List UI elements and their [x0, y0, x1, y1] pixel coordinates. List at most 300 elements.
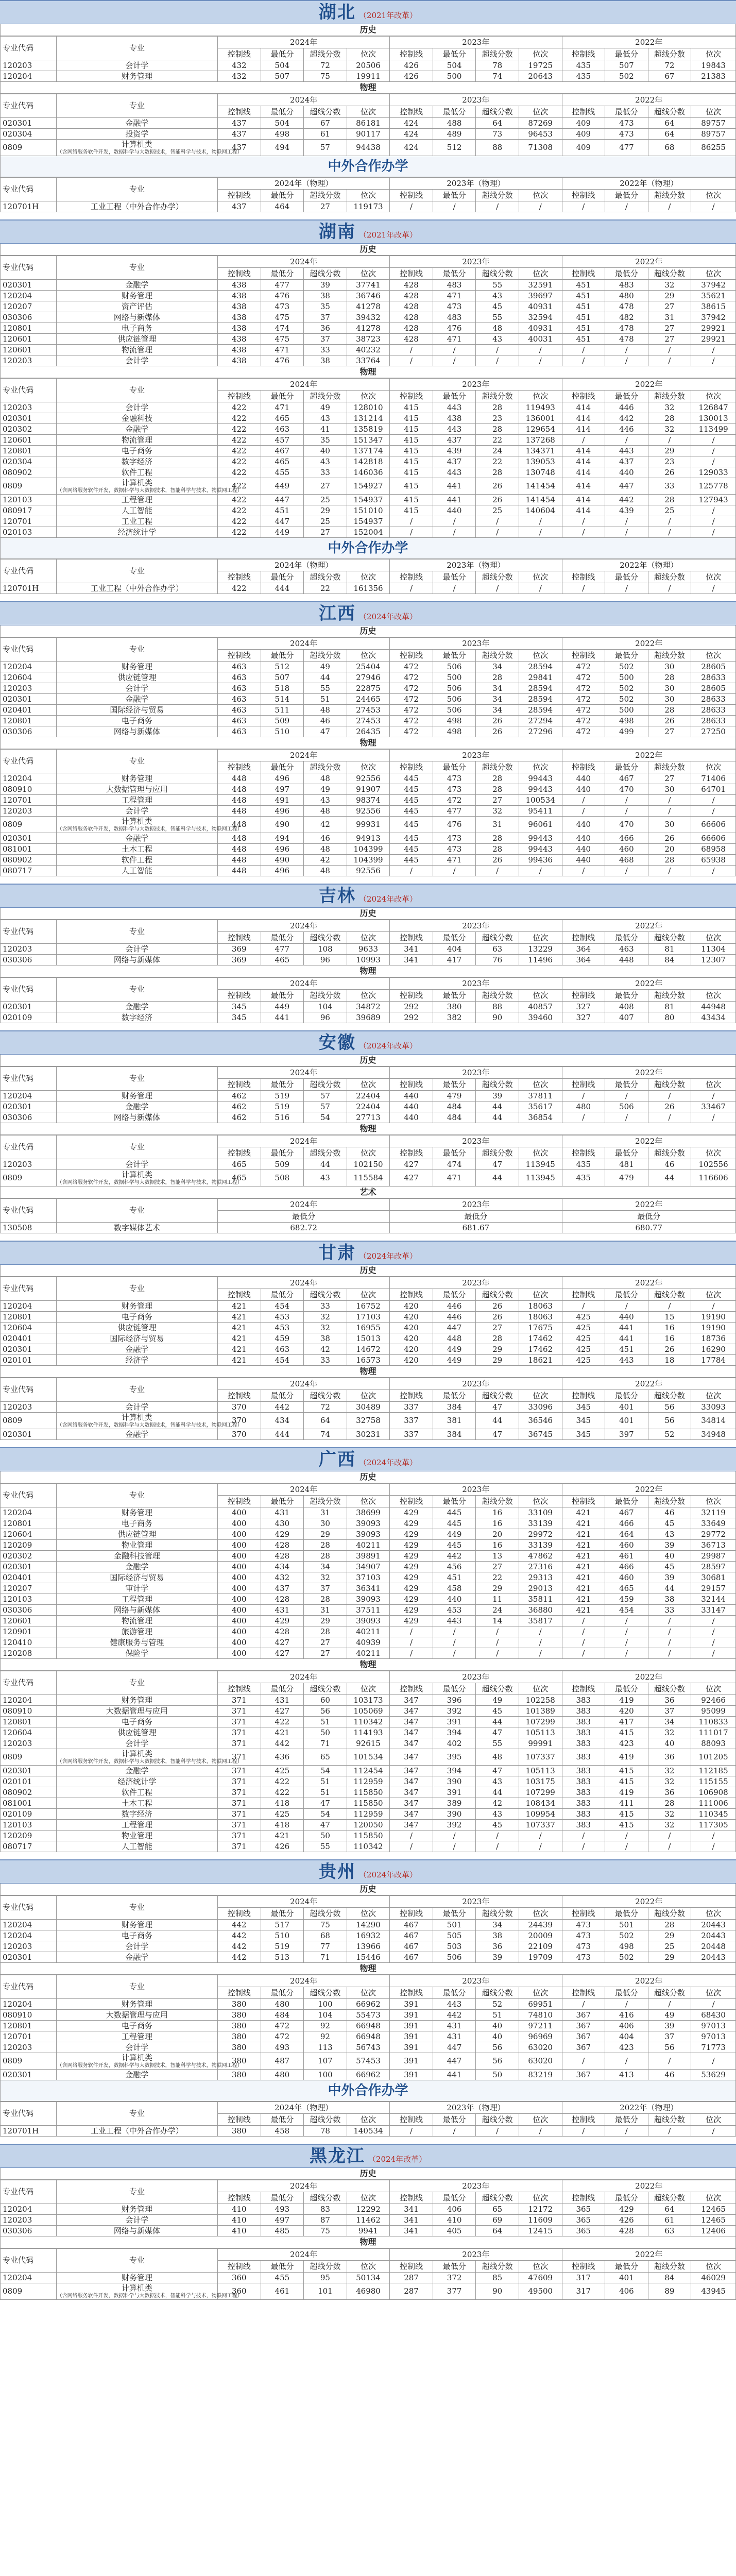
min-header: 最低分	[390, 1211, 562, 1223]
score-cell: /	[648, 201, 691, 212]
score-cell: 20506	[347, 60, 390, 71]
score-cell: 400	[218, 1594, 261, 1605]
score-cell: 57	[304, 1091, 347, 1101]
score-cell: 36	[648, 1749, 691, 1766]
score-cell: 477	[261, 280, 304, 291]
score-cell: 30	[648, 694, 691, 705]
score-cell: 367	[562, 2042, 605, 2053]
score-cell: 20443	[691, 1952, 736, 1963]
score-cell: /	[519, 527, 562, 538]
score-cell: 26	[476, 716, 519, 726]
score-cell: 64701	[691, 784, 736, 795]
score-cell: 446	[605, 424, 648, 435]
score-cell: 472	[562, 694, 605, 705]
score-cell: 111006	[691, 1798, 736, 1809]
score-cell: 40931	[519, 301, 562, 312]
score-cell: 90	[476, 1012, 519, 1023]
score-cell: 438	[218, 280, 261, 291]
section-title: 历史	[0, 1884, 736, 1895]
major-name-text: 财务管理	[121, 1301, 152, 1311]
year-header: 2024年	[218, 1671, 390, 1683]
score-cell: 370	[218, 1413, 261, 1429]
score-cell: 85	[476, 2273, 519, 2283]
metric-header: 超线分数	[476, 990, 519, 1002]
major-name	[56, 312, 217, 323]
score-cell: 440	[433, 1594, 476, 1605]
major-code: 020401	[1, 705, 57, 716]
table-row	[1, 1749, 736, 1766]
metric-header: 最低分	[433, 2114, 476, 2126]
score-cell: 429	[390, 1594, 433, 1605]
col-major-header: 专业	[56, 638, 217, 662]
metric-header: 控制线	[390, 761, 433, 773]
province-name: 广西	[318, 1449, 356, 1470]
score-cell: /	[562, 806, 605, 817]
table-row	[1, 773, 736, 784]
score-cell: 39697	[519, 291, 562, 301]
major-code: 020304	[1, 456, 57, 467]
score-cell: 30	[648, 662, 691, 672]
score-cell: 448	[218, 844, 261, 855]
score-cell: 87269	[519, 118, 562, 129]
major-name	[56, 694, 217, 705]
table-row	[1, 1529, 736, 1540]
major-name-text: 资产评估	[121, 301, 152, 311]
major-name-text: 网络与新媒体	[113, 955, 160, 964]
score-cell: 465	[218, 1159, 261, 1170]
major-name-text: 工程管理	[121, 2031, 152, 2041]
score-cell: 52	[476, 1999, 519, 2010]
metric-header: 位次	[519, 1496, 562, 1507]
score-cell: 471	[433, 855, 476, 866]
province-name: 安徽	[318, 1032, 356, 1053]
score-cell: 50134	[347, 2273, 390, 2283]
table-row	[1, 71, 736, 82]
score-cell: 421	[562, 1605, 605, 1616]
score-cell: 507	[261, 71, 304, 82]
score-cell: 18	[648, 1355, 691, 1366]
major-note: （含网络服务软件开发，数据科学与大数据技术，智能科学与技术，物联网工程）	[57, 1180, 243, 1185]
score-cell: /	[605, 1091, 648, 1101]
score-cell: 463	[218, 705, 261, 716]
score-cell: /	[562, 435, 605, 446]
major-name-text: 物流管理	[121, 435, 152, 445]
score-cell: 28	[648, 672, 691, 683]
score-cell: 493	[261, 2204, 304, 2215]
metric-header: 超线分数	[304, 2261, 347, 2273]
metric-header: 超线分数	[476, 1496, 519, 1507]
score-table	[0, 1975, 736, 2080]
province-title	[0, 219, 736, 244]
score-cell: 15	[648, 1312, 691, 1323]
section-title: 艺术	[0, 1187, 736, 1198]
score-cell: 28	[648, 1920, 691, 1930]
score-cell: 437	[433, 456, 476, 467]
major-name	[56, 1529, 217, 1540]
score-cell: 36	[648, 1787, 691, 1798]
year-header: 2022年	[562, 1975, 735, 1987]
score-cell: 442	[218, 1941, 261, 1952]
score-cell: 415	[390, 467, 433, 478]
score-cell: /	[648, 1626, 691, 1637]
header-row	[1, 1484, 736, 1496]
score-cell: 68	[648, 140, 691, 156]
major-code: 120701	[1, 2031, 57, 2042]
score-cell: 347	[390, 1766, 433, 1776]
score-cell: 33	[648, 478, 691, 495]
score-cell: 458	[433, 1583, 476, 1594]
province-block	[0, 601, 736, 876]
score-cell: 26	[476, 726, 519, 737]
score-cell: 425	[562, 1333, 605, 1344]
score-cell: 422	[261, 1776, 304, 1787]
score-cell: 371	[218, 1820, 261, 1831]
major-code: 020401	[1, 1572, 57, 1583]
score-cell: 405	[433, 2226, 476, 2236]
score-cell: 383	[562, 1738, 605, 1749]
score-cell: 20448	[691, 1941, 736, 1952]
table-row	[1, 1738, 736, 1749]
score-cell: 347	[390, 1749, 433, 1766]
major-code: 0809	[1, 478, 57, 495]
score-cell: 451	[562, 301, 605, 312]
score-cell: 28594	[519, 705, 562, 716]
table-row	[1, 1312, 736, 1323]
score-cell: 400	[218, 1626, 261, 1637]
year-header: 2024年	[218, 1896, 390, 1908]
major-code: 130508	[1, 1223, 57, 1233]
score-cell: /	[562, 1648, 605, 1659]
score-cell: /	[390, 1831, 433, 1841]
score-cell: 47862	[519, 1551, 562, 1562]
table-row	[1, 355, 736, 366]
score-cell: 427	[390, 1159, 433, 1170]
major-code: 120204	[1, 1507, 57, 1518]
metric-header: 超线分数	[648, 1079, 691, 1091]
major-code: 120204	[1, 2204, 57, 2215]
table-row	[1, 2010, 736, 2021]
score-cell: 15013	[347, 1333, 390, 1344]
section-title: 历史	[0, 625, 736, 637]
table-row	[1, 2070, 736, 2080]
score-cell: 429	[390, 1507, 433, 1518]
score-cell: 10993	[347, 955, 390, 965]
metric-header: 最低分	[433, 2192, 476, 2204]
metric-header: 控制线	[562, 106, 605, 118]
score-cell: 383	[562, 1809, 605, 1820]
major-name	[56, 795, 217, 806]
score-cell: 18621	[519, 1355, 562, 1366]
score-cell: 437	[433, 435, 476, 446]
major-name	[56, 2204, 217, 2215]
score-cell: 473	[562, 1930, 605, 1941]
score-cell: 33764	[347, 355, 390, 366]
metric-header: 位次	[347, 1390, 390, 1402]
table-row	[1, 2053, 736, 2070]
score-cell: 421	[562, 1583, 605, 1594]
score-cell: 440	[562, 855, 605, 866]
col-code-header: 专业代码	[1, 750, 57, 773]
score-cell: 137268	[519, 435, 562, 446]
metric-header: 位次	[519, 571, 562, 583]
score-cell: 468	[605, 855, 648, 866]
score-table	[0, 2102, 736, 2137]
score-cell: 44	[648, 1583, 691, 1594]
province-block	[0, 219, 736, 594]
score-cell: 40	[476, 2031, 519, 2042]
table-row	[1, 402, 736, 413]
score-cell: 92556	[347, 866, 390, 876]
score-cell: 96453	[519, 129, 562, 140]
score-cell: 472	[433, 795, 476, 806]
score-cell: 406	[433, 2204, 476, 2215]
score-cell: 429	[390, 1583, 433, 1594]
major-name-text: 审计学	[125, 1583, 149, 1593]
score-cell: 25404	[347, 662, 390, 672]
metric-header: 超线分数	[304, 1987, 347, 1999]
year-header: 2023年	[390, 1484, 562, 1496]
table-row	[1, 1112, 736, 1123]
score-cell: 32	[648, 1776, 691, 1787]
score-cell: 66606	[691, 817, 736, 833]
major-name-text: 物业管理	[121, 1540, 152, 1550]
major-name	[56, 2215, 217, 2226]
metric-header: 控制线	[390, 2114, 433, 2126]
year-header: 2024年	[218, 2249, 390, 2261]
score-cell: 462	[218, 1101, 261, 1112]
score-cell: 421	[218, 1301, 261, 1312]
score-cell: 20009	[519, 1930, 562, 1941]
score-cell: 115584	[347, 1170, 390, 1187]
score-cell: 43	[476, 1776, 519, 1787]
score-cell: 478	[605, 301, 648, 312]
score-cell: 396	[433, 1695, 476, 1706]
score-cell: 422	[218, 467, 261, 478]
score-cell: 466	[605, 1518, 648, 1529]
score-cell: 28594	[519, 662, 562, 672]
score-cell: 471	[261, 402, 304, 413]
score-cell: 40	[476, 2021, 519, 2031]
score-cell: 414	[562, 446, 605, 456]
score-cell: 64	[476, 2226, 519, 2236]
score-cell: 19843	[691, 60, 736, 71]
score-cell: 27	[304, 201, 347, 212]
metric-header: 超线分数	[476, 1147, 519, 1159]
score-cell: 99931	[347, 817, 390, 833]
score-cell: 441	[605, 1323, 648, 1333]
score-cell: 115850	[347, 1798, 390, 1809]
metric-header: 超线分数	[476, 1908, 519, 1920]
major-code: 120203	[1, 60, 57, 71]
score-cell: 428	[605, 2226, 648, 2236]
major-name-text: 会计学	[125, 2042, 149, 2052]
section-title: 中外合作办学	[0, 538, 736, 559]
score-cell: 422	[218, 478, 261, 495]
score-cell: 440	[562, 784, 605, 795]
col-code-header: 专业代码	[1, 178, 57, 201]
score-cell: /	[562, 1091, 605, 1101]
score-cell: 480	[562, 1101, 605, 1112]
score-cell: 51	[476, 2010, 519, 2021]
score-cell: 115155	[691, 1776, 736, 1787]
score-cell: 13229	[519, 944, 562, 955]
section-title: 中外合作办学	[0, 156, 736, 177]
score-cell: 29157	[691, 1583, 736, 1594]
score-cell: /	[691, 806, 736, 817]
header-row	[1, 37, 736, 48]
score-cell: 463	[218, 672, 261, 683]
year-header: 2024年	[218, 37, 390, 48]
score-cell: 76	[476, 955, 519, 965]
metric-header: 控制线	[562, 2261, 605, 2273]
header-row	[1, 1277, 736, 1289]
metric-header: 超线分数	[476, 391, 519, 402]
province-title	[0, 0, 736, 24]
major-code: 020301	[1, 1766, 57, 1776]
score-cell: 435	[562, 1159, 605, 1170]
table-row	[1, 291, 736, 301]
score-cell: 115850	[347, 1787, 390, 1798]
score-cell: 440	[390, 1101, 433, 1112]
metric-header: 最低分	[433, 650, 476, 662]
score-cell: 78	[304, 2126, 347, 2137]
score-cell: 37942	[691, 280, 736, 291]
score-cell: 347	[390, 1727, 433, 1738]
col-code-header: 专业代码	[1, 560, 57, 583]
score-cell: 107299	[519, 1787, 562, 1798]
score-cell: /	[519, 1637, 562, 1648]
major-code: 020301	[1, 1002, 57, 1012]
header-row	[1, 1136, 736, 1147]
score-cell: 36746	[347, 291, 390, 301]
header-row	[1, 920, 736, 932]
score-cell: 417	[605, 1717, 648, 1727]
metric-header: 最低分	[605, 106, 648, 118]
score-cell: 64	[648, 129, 691, 140]
score-cell: 104399	[347, 844, 390, 855]
score-cell: 287	[390, 2283, 433, 2300]
score-cell: 29313	[519, 1572, 562, 1583]
score-cell: 32144	[691, 1594, 736, 1605]
score-cell: 498	[605, 716, 648, 726]
metric-header: 超线分数	[476, 2114, 519, 2126]
score-cell: 456	[433, 1562, 476, 1572]
score-cell: 35	[304, 301, 347, 312]
score-cell: 413	[605, 2070, 648, 2080]
score-cell: 426	[390, 60, 433, 71]
score-cell: 465	[218, 1170, 261, 1187]
metric-header: 位次	[347, 1496, 390, 1507]
score-cell: 50	[304, 1831, 347, 1841]
score-cell: 449	[261, 478, 304, 495]
score-cell: 51	[304, 1787, 347, 1798]
score-cell: 30231	[347, 1429, 390, 1440]
score-cell: 392	[433, 1706, 476, 1717]
major-name	[56, 1616, 217, 1626]
score-cell: 22404	[347, 1101, 390, 1112]
major-code: 120204	[1, 1999, 57, 2010]
metric-header: 控制线	[218, 1289, 261, 1301]
score-cell: 449	[261, 527, 304, 538]
score-cell: 108434	[519, 1798, 562, 1809]
major-name-text: 会计学	[125, 1402, 149, 1412]
score-cell: 92466	[691, 1695, 736, 1706]
score-cell: 446	[433, 1312, 476, 1323]
score-cell: 101534	[347, 1749, 390, 1766]
score-cell: 443	[605, 446, 648, 456]
score-cell: /	[648, 1616, 691, 1626]
score-cell: /	[433, 1841, 476, 1852]
score-cell: 131214	[347, 413, 390, 424]
score-cell: 471	[433, 1170, 476, 1187]
score-cell: /	[605, 1616, 648, 1626]
score-cell: 57	[304, 1101, 347, 1112]
score-cell: 427	[390, 1170, 433, 1187]
major-name	[56, 1706, 217, 1717]
year-header: 2023年	[390, 1136, 562, 1147]
score-cell: 437	[605, 456, 648, 467]
score-cell: /	[648, 1841, 691, 1852]
score-cell: 463	[218, 726, 261, 737]
score-cell: 467	[390, 1952, 433, 1963]
score-cell: 15446	[347, 1952, 390, 1963]
metric-header: 控制线	[390, 2261, 433, 2273]
score-cell: 45	[476, 1820, 519, 1831]
score-cell: 99436	[519, 855, 562, 866]
score-cell: 28	[476, 833, 519, 844]
score-cell: 105113	[519, 1766, 562, 1776]
score-cell: 77	[304, 1941, 347, 1952]
score-cell: 40232	[347, 345, 390, 355]
header-row	[1, 1671, 736, 1683]
metric-header: 超线分数	[304, 1289, 347, 1301]
score-cell: 54	[304, 1112, 347, 1123]
section-title: 历史	[0, 244, 736, 256]
score-cell: 438	[218, 291, 261, 301]
score-cell: 409	[562, 118, 605, 129]
header-row	[1, 1378, 736, 1390]
col-code-header: 专业代码	[1, 1277, 57, 1301]
metric-header: 控制线	[218, 1390, 261, 1402]
score-cell: 347	[390, 1776, 433, 1787]
major-name-text: 财务管理	[121, 1695, 152, 1705]
score-cell: 63020	[519, 2053, 562, 2070]
major-code: 0809	[1, 1749, 57, 1766]
score-cell: 420	[390, 1323, 433, 1333]
metric-header: 最低分	[261, 48, 304, 60]
col-code-header: 专业代码	[1, 1378, 57, 1402]
province-title	[0, 1859, 736, 1884]
score-cell: 35617	[519, 1101, 562, 1112]
score-cell: 371	[218, 1717, 261, 1727]
score-cell: 140604	[519, 505, 562, 516]
col-code-header: 专业代码	[1, 920, 57, 944]
province-title	[0, 601, 736, 625]
score-cell: 140534	[347, 2126, 390, 2137]
score-cell: 81	[648, 944, 691, 955]
score-cell: 135819	[347, 424, 390, 435]
score-cell: 383	[562, 1727, 605, 1738]
score-cell: 34814	[691, 1413, 736, 1429]
score-cell: 75	[304, 2226, 347, 2236]
score-cell: 53629	[691, 2070, 736, 2080]
major-code: 120701H	[1, 201, 57, 212]
metric-header: 超线分数	[648, 48, 691, 60]
metric-header: 最低分	[605, 268, 648, 280]
major-name-text: 计算机类	[121, 140, 152, 149]
major-name	[56, 2126, 217, 2137]
major-name	[56, 806, 217, 817]
